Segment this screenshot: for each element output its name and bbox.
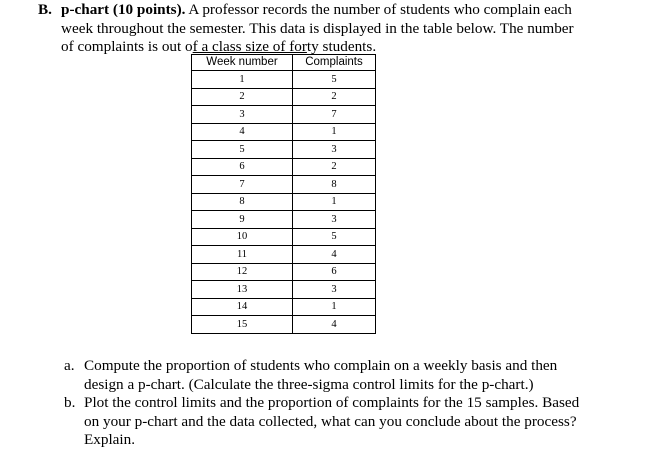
table-row (192, 228, 376, 246)
complaints-cell: 1 (293, 298, 376, 316)
table-body (192, 71, 376, 334)
header-week-number: Week number (192, 55, 293, 71)
table-row (192, 211, 376, 229)
questions-list (64, 357, 634, 450)
complaints-cell: 4 (293, 246, 376, 264)
complaints-cell: 4 (293, 316, 376, 334)
week-number-cell: 12 (192, 263, 293, 281)
table-row (192, 298, 376, 316)
week-number-cell: 7 (192, 176, 293, 194)
complaints-cell: 7 (293, 106, 376, 124)
complaints-cell: 1 (293, 123, 376, 141)
question-b-letter: b. (64, 394, 76, 411)
table-row (192, 193, 376, 211)
question-a-line-2: design a p-chart. (Calculate the three-sigma control limits for the p-chart.) (84, 375, 534, 393)
table-header-row (192, 55, 376, 71)
problem-line-2: week throughout the semester. This data is displayed in the table below. The number (61, 20, 574, 37)
table-row (192, 158, 376, 176)
complaints-cell: 3 (293, 281, 376, 299)
week-number-cell: 4 (192, 123, 293, 141)
problem-title: p-chart (10 points). (61, 1, 186, 18)
week-number-cell: 15 (192, 316, 293, 334)
complaints-cell: 3 (293, 141, 376, 159)
table-row (192, 71, 376, 89)
week-number-cell: 9 (192, 211, 293, 229)
week-number-cell: 1 (192, 71, 293, 89)
problem-label: B. (38, 1, 52, 18)
week-number-cell: 6 (192, 158, 293, 176)
table-row (192, 316, 376, 334)
complaints-cell: 5 (293, 71, 376, 89)
question-a-letter: a. (64, 357, 75, 374)
table-row (192, 246, 376, 264)
question-b-line-3: Explain. (84, 431, 136, 448)
problem-line-3-c: ty (306, 38, 319, 55)
week-number-cell: 8 (192, 193, 293, 211)
problem-line-1 (61, 0, 572, 19)
header-complaints: Complaints (293, 55, 376, 71)
complaints-cell: 2 (293, 88, 376, 106)
complaints-cell: 3 (293, 211, 376, 229)
complaints-cell: 1 (293, 193, 376, 211)
week-number-cell: 14 (192, 298, 293, 316)
complaints-cell: 8 (293, 176, 376, 194)
table-row (192, 106, 376, 124)
problem-line-3-a: of complaints is out o (61, 38, 193, 55)
question-b-line-1: Plot the control limits and the proportion of complaints for the 15 samples. Based (84, 394, 580, 411)
table-row (192, 176, 376, 194)
question-a-line-1: Compute the proportion of students who complain on a weekly basis and then (84, 357, 558, 374)
table-row (192, 88, 376, 106)
table-row (192, 281, 376, 299)
problem-line-3-d: students. (318, 38, 377, 55)
question-b (64, 394, 634, 450)
complaints-table (191, 54, 376, 334)
week-number-cell: 13 (192, 281, 293, 299)
week-number-cell: 3 (192, 106, 293, 124)
table-row (192, 123, 376, 141)
question-b-line-2: on your p-chart and the data collected, what can you conclude about the process? (84, 412, 577, 430)
problem-line-3-b: f a class size of for (192, 38, 307, 55)
week-number-cell: 2 (192, 88, 293, 106)
complaints-cell: 6 (293, 263, 376, 281)
week-number-cell: 5 (192, 141, 293, 159)
week-number-cell: 11 (192, 246, 293, 264)
week-number-cell: 10 (192, 228, 293, 246)
table-row (192, 141, 376, 159)
complaints-cell: 5 (293, 228, 376, 246)
table-row (192, 263, 376, 281)
complaints-cell: 2 (293, 158, 376, 176)
question-a (64, 357, 634, 394)
problem-line-1-text: A professor records the number of students who complain each (185, 1, 572, 18)
